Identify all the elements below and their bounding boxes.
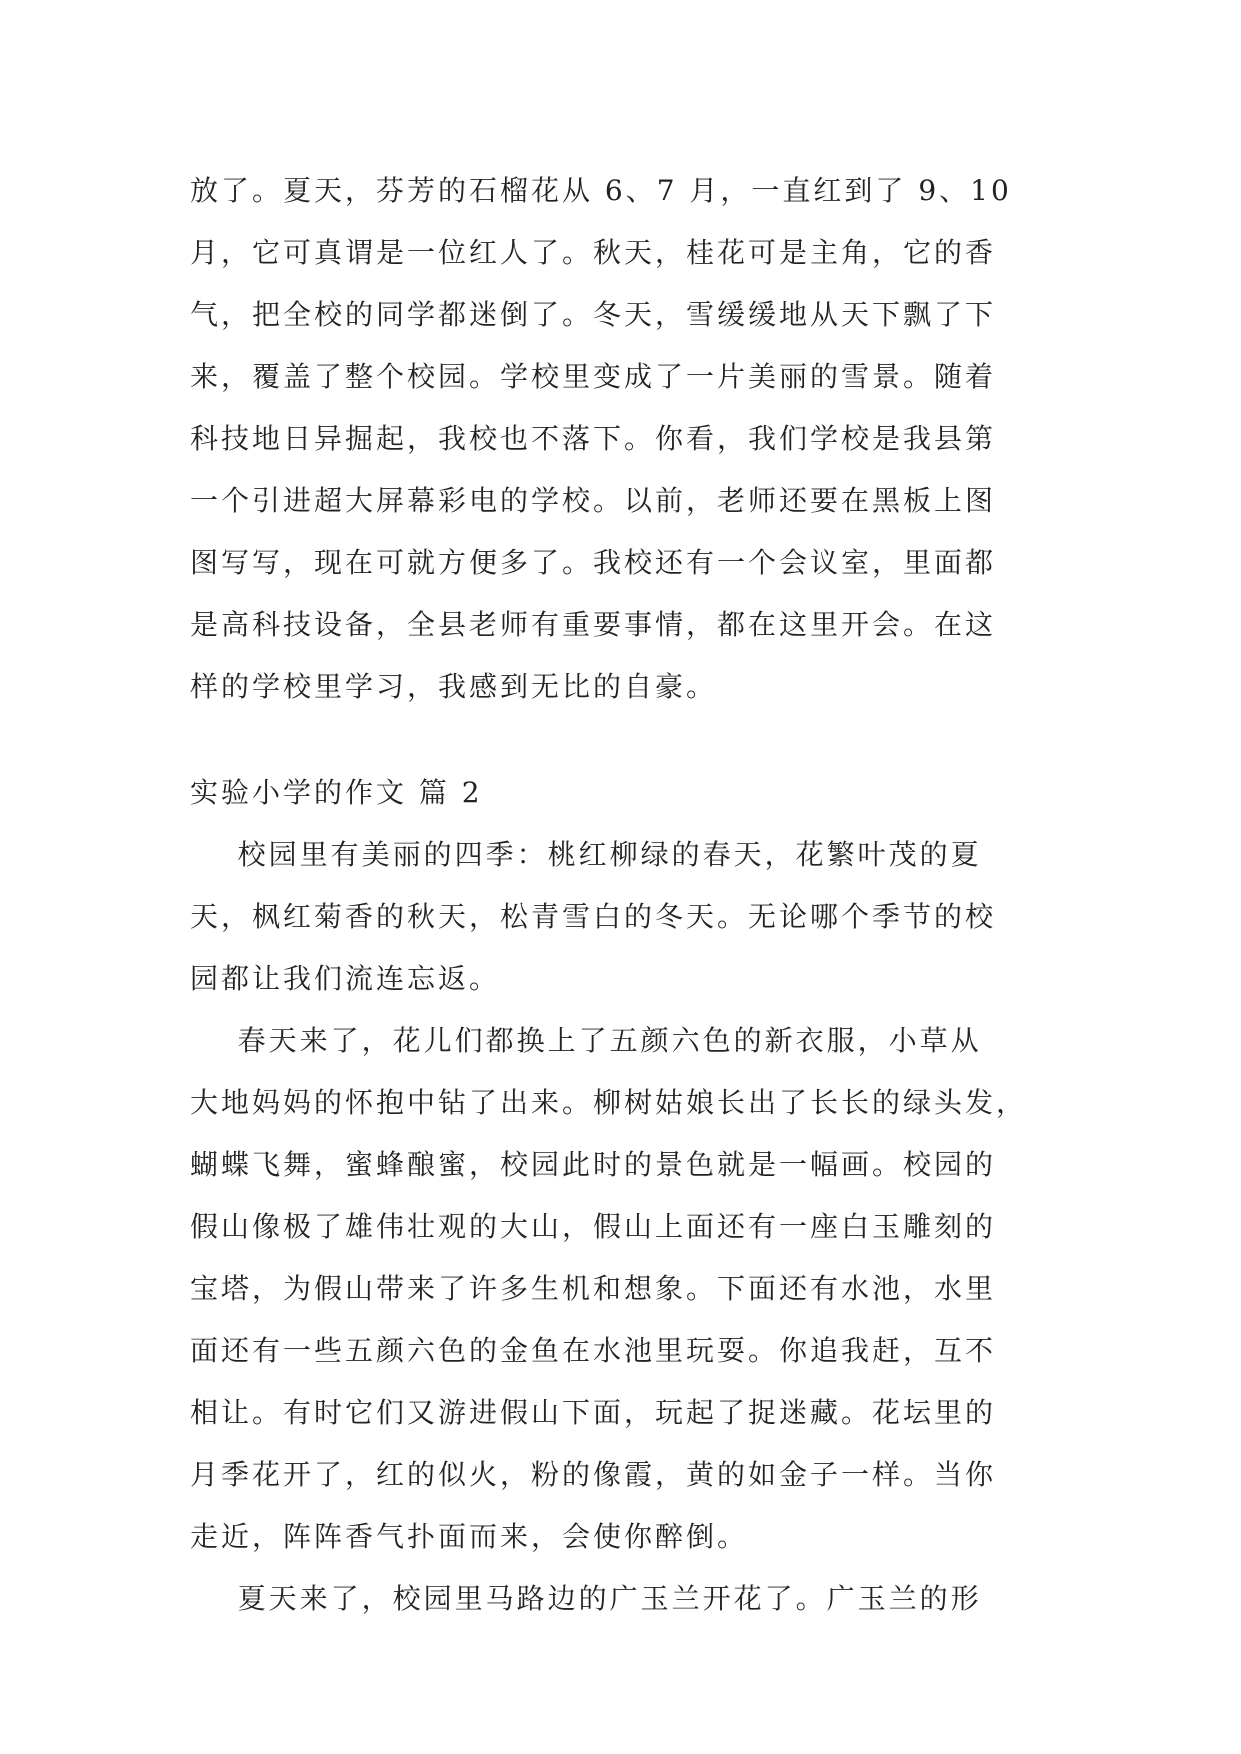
text-line: 一个引进超大屏幕彩电的学校。以前，老师还要在黑板上图 [190, 484, 997, 517]
text-line: 走近，阵阵香气扑面而来，会使你醉倒。 [190, 1520, 749, 1553]
text-line: 宝塔，为假山带来了许多生机和想象。下面还有水池，水里 [190, 1272, 997, 1305]
text-line: 夏天来了，校园里马路边的广玉兰开花了。广玉兰的形 [190, 1582, 982, 1615]
text-line: 面还有一些五颜六色的金鱼在水池里玩耍。你追我赶，互不 [190, 1334, 997, 1367]
text-line: 天，枫红菊香的秋天，松青雪白的冬天。无论哪个季节的校 [190, 900, 997, 933]
text-line: 气，把全校的同学都迷倒了。冬天，雪缓缓地从天下飘了下 [190, 298, 997, 331]
text-line: 月，它可真谓是一位红人了。秋天，桂花可是主角，它的香 [190, 236, 997, 269]
text-line: 春天来了，花儿们都换上了五颜六色的新衣服，小草从 [190, 1024, 982, 1057]
paragraph [190, 824, 1052, 1010]
text-line: 图写写，现在可就方便多了。我校还有一个会议室，里面都 [190, 546, 997, 579]
text-line: 蝴蝶飞舞，蜜蜂酿蜜，校园此时的景色就是一幅画。校园的 [190, 1148, 997, 1181]
text-line: 样的学校里学习，我感到无比的自豪。 [190, 670, 718, 703]
document-body [190, 160, 1052, 1630]
text-line: 假山像极了雄伟壮观的大山，假山上面还有一座白玉雕刻的 [190, 1210, 997, 1243]
section-spacer [190, 718, 1052, 762]
text-line: 校园里有美丽的四季：桃红柳绿的春天，花繁叶茂的夏 [190, 838, 982, 871]
text-line: 放了。夏天，芬芳的石榴花从 6、7 月，一直红到了 9、10 [190, 174, 1012, 207]
text-line: 是高科技设备，全县老师有重要事情，都在这里开会。在这 [190, 608, 997, 641]
text-line: 相让。有时它们又游进假山下面，玩起了捉迷藏。花坛里的 [190, 1396, 997, 1429]
section-heading: 实验小学的作文 篇 2 [190, 776, 483, 809]
text-line: 来，覆盖了整个校园。学校里变成了一片美丽的雪景。随着 [190, 360, 997, 393]
text-line: 月季花开了，红的似火，粉的像霞，黄的如金子一样。当你 [190, 1458, 997, 1491]
text-line: 园都让我们流连忘返。 [190, 962, 501, 995]
paragraph-continued [190, 160, 1052, 718]
paragraph [190, 1010, 1052, 1568]
paragraph [190, 1568, 1052, 1630]
text-line: 大地妈妈的怀抱中钻了出来。柳树姑娘长出了长长的绿头发， [190, 1086, 1028, 1119]
text-line: 科技地日异掘起，我校也不落下。你看，我们学校是我县第 [190, 422, 997, 455]
